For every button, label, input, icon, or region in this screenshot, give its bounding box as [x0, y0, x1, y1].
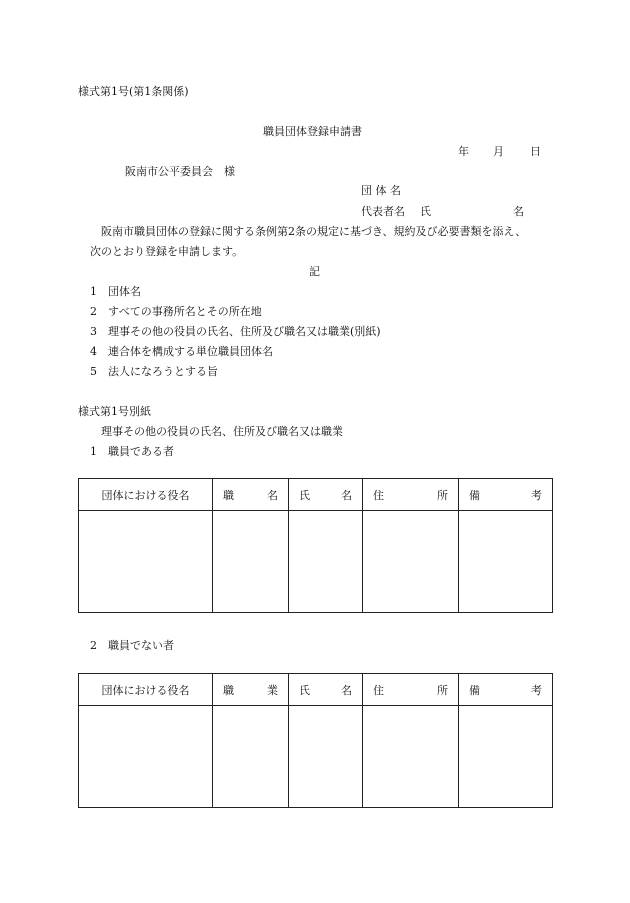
- list-item-number: 1: [90, 285, 97, 298]
- list-item-number: 3: [90, 325, 97, 338]
- table-cell-address[interactable]: [363, 511, 459, 613]
- representative-family-name: 氏: [420, 205, 431, 218]
- ki-heading: 記: [309, 265, 320, 278]
- table-cell-job-title[interactable]: [213, 511, 289, 613]
- table-header-row: [79, 674, 553, 706]
- table-cell-remarks[interactable]: [459, 706, 553, 808]
- table-row: [79, 706, 553, 808]
- section1-number: 1: [90, 445, 97, 458]
- date-year: 年: [458, 145, 469, 158]
- table-cell-address[interactable]: [363, 706, 459, 808]
- table-row: [79, 511, 553, 613]
- list-item-number: 2: [90, 305, 97, 318]
- list-item-number: 5: [90, 365, 97, 378]
- list-item: すべての事務所名とその所在地: [108, 305, 262, 318]
- table-cell-role[interactable]: [79, 511, 213, 613]
- form-number: 様式第1号(第1条関係): [78, 85, 189, 98]
- table-cell-name[interactable]: [289, 706, 363, 808]
- form-title: 職員団体登録申請書: [263, 125, 362, 138]
- section2-title: 職員でない者: [108, 639, 174, 652]
- table-cell-name[interactable]: [289, 511, 363, 613]
- table-header-row: [79, 479, 553, 511]
- date-month: 月: [493, 145, 504, 158]
- representative-given-name: 名: [513, 205, 524, 218]
- header-remarks: 備 考: [459, 479, 553, 511]
- list-item: 連合体を構成する単位職員団体名: [108, 345, 273, 358]
- list-item-number: 4: [90, 345, 97, 358]
- header-job-title: 職 名: [213, 479, 289, 511]
- table-cell-role[interactable]: [79, 706, 213, 808]
- body-text-line2: 次のとおり登録を申請します。: [90, 245, 244, 258]
- header-name: 氏 名: [289, 479, 363, 511]
- header-remarks: 備 考: [459, 674, 553, 706]
- header-address: 住 所: [363, 479, 459, 511]
- section1-title: 職員である者: [108, 445, 174, 458]
- header-occupation: 職 業: [213, 674, 289, 706]
- header-role: 団体における役名: [79, 674, 213, 706]
- org-name-label: 団 体 名: [361, 184, 401, 197]
- table-cell-occupation[interactable]: [213, 706, 289, 808]
- list-item: 法人になろうとする旨: [108, 365, 218, 378]
- annex-subtitle: 理事その他の役員の氏名、住所及び職名又は職業: [101, 425, 343, 438]
- table-cell-remarks[interactable]: [459, 511, 553, 613]
- header-name: 氏 名: [289, 674, 363, 706]
- header-address: 住 所: [363, 674, 459, 706]
- body-text-line1: 阪南市職員団体の登録に関する条例第2条の規定に基づき、規約及び必要書類を添え、: [101, 225, 527, 238]
- header-role: 団体における役名: [79, 479, 213, 511]
- list-item: 理事その他の役員の氏名、住所及び職名又は職業(別紙): [108, 325, 381, 338]
- list-item: 団体名: [108, 285, 141, 298]
- addressee: 阪南市公平委員会 様: [125, 165, 235, 178]
- representative-label: 代表者名: [361, 205, 405, 218]
- officers-table-employees: [78, 478, 553, 613]
- annex-label: 様式第1号別紙: [78, 405, 151, 418]
- officers-table-non-employees: [78, 673, 553, 808]
- section2-number: 2: [90, 639, 97, 652]
- date-day: 日: [530, 145, 541, 158]
